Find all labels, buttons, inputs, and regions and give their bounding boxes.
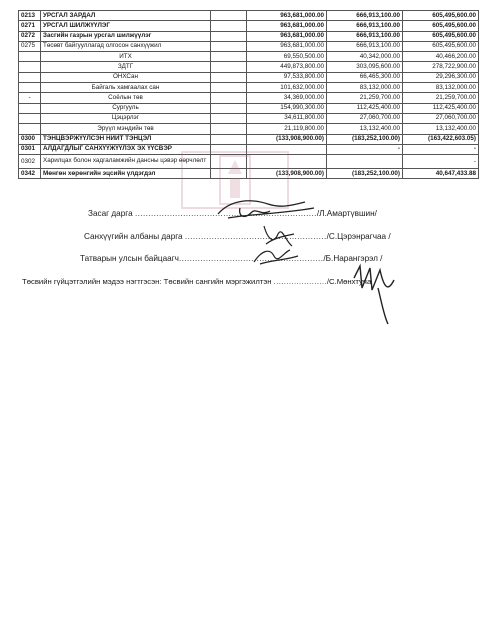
- value-col-3: 27,060,700.00: [403, 113, 479, 123]
- signature-dots: .....................................................: [184, 232, 327, 241]
- row-label: УРСГАЛ ШИЛЖҮҮЛЭГ: [41, 21, 211, 31]
- row-label: Сургууль: [41, 103, 211, 113]
- signature-name: /С.Мөнхтуяа: [326, 277, 372, 286]
- row-code: [19, 62, 41, 72]
- row-gap: [211, 134, 247, 144]
- value-col-3: 40,466,200.00: [403, 52, 479, 62]
- value-col-3: 83,132,000.00: [403, 83, 479, 93]
- value-col-1: 963,681,000.00: [247, 11, 327, 21]
- value-col-3: (163,422,603.05): [403, 134, 479, 144]
- table-row: [19, 41, 479, 51]
- table-row: [19, 21, 479, 31]
- row-label: ИТХ: [41, 52, 211, 62]
- signature-dots: .....................: [273, 277, 327, 286]
- table-row: [19, 11, 479, 21]
- value-col-3: -: [403, 155, 479, 169]
- row-code: 0302: [19, 155, 41, 169]
- row-label: АЛДАГДЛЫГ САНХҮҮЖҮҮЛЭХ ЭХ ҮҮСВЭР: [41, 144, 211, 154]
- value-col-2: 666,913,100.00: [327, 41, 403, 51]
- signature-title: Санхүүгийн албаны дарга: [84, 232, 183, 241]
- signature-title: Татварын улсын байцаагч: [80, 254, 179, 263]
- row-gap: [211, 113, 247, 123]
- value-col-3: 112,425,400.00: [403, 103, 479, 113]
- row-gap: [211, 103, 247, 113]
- row-label: Байгаль хамгаалах сан: [41, 83, 211, 93]
- value-col-1: 34,611,800.00: [247, 113, 327, 123]
- value-col-1: 449,873,800.00: [247, 62, 327, 72]
- handwritten-signature-3: [250, 244, 300, 268]
- row-gap: [211, 93, 247, 103]
- value-col-2: 27,060,700.00: [327, 113, 403, 123]
- value-col-3: 13,132,400.00: [403, 124, 479, 134]
- row-gap: [211, 11, 247, 21]
- value-col-2: (183,252,100.00): [327, 134, 403, 144]
- table-row: [19, 72, 479, 82]
- value-col-1: (133,908,900.00): [247, 169, 327, 179]
- value-col-1: 963,681,000.00: [247, 41, 327, 51]
- value-col-3: 278,722,900.00: [403, 62, 479, 72]
- table-row: [19, 52, 479, 62]
- value-col-1: 97,533,800.00: [247, 72, 327, 82]
- row-code: [19, 113, 41, 123]
- value-col-2: 83,132,000.00: [327, 83, 403, 93]
- value-col-3: 29,296,300.00: [403, 72, 479, 82]
- value-col-2: 40,342,000.00: [327, 52, 403, 62]
- row-code: 0272: [19, 31, 41, 41]
- value-col-2: 21,259,700.00: [327, 93, 403, 103]
- row-code: [19, 124, 41, 134]
- table-row: [19, 134, 479, 144]
- signature-line-3: [80, 254, 382, 263]
- row-gap: [211, 72, 247, 82]
- value-col-2: 13,132,400.00: [327, 124, 403, 134]
- table-row: [19, 103, 479, 113]
- value-col-3: 605,495,600.00: [403, 21, 479, 31]
- value-col-3: 21,259,700.00: [403, 93, 479, 103]
- row-code: [19, 103, 41, 113]
- signature-dots: ......................................................: [178, 254, 324, 263]
- value-col-1: 963,681,000.00: [247, 31, 327, 41]
- row-label: УРСГАЛ ЗАРДАЛ: [41, 11, 211, 21]
- value-col-3: 605,495,600.00: [403, 41, 479, 51]
- value-col-3: 605,495,600.00: [403, 31, 479, 41]
- signature-name: /Б.Нарангэрэл /: [323, 254, 383, 263]
- value-col-1: (133,908,900.00): [247, 134, 327, 144]
- table-row: [19, 113, 479, 123]
- value-col-1: 21,119,800.00: [247, 124, 327, 134]
- row-gap: [211, 21, 247, 31]
- row-code: 0275: [19, 41, 41, 51]
- row-label: ЗДТГ: [41, 62, 211, 72]
- value-col-2: [327, 155, 403, 169]
- value-col-2: 666,913,100.00: [327, 21, 403, 31]
- value-col-3: -: [403, 144, 479, 154]
- value-col-3: 605,495,600.00: [403, 11, 479, 21]
- row-gap: [211, 41, 247, 51]
- row-code: 0301: [19, 144, 41, 154]
- row-code: -: [19, 93, 41, 103]
- signature-name: /С.Цэрэнрагчаа /: [326, 232, 391, 241]
- handwritten-signature-4: [348, 258, 408, 328]
- value-col-1: 101,632,000.00: [247, 83, 327, 93]
- table-row: [19, 62, 479, 72]
- row-code: 0213: [19, 11, 41, 21]
- table-row: [19, 124, 479, 134]
- row-gap: [211, 62, 247, 72]
- signature-line-2: [84, 232, 391, 241]
- table-row: [19, 93, 479, 103]
- value-col-2: 303,095,600.00: [327, 62, 403, 72]
- value-col-1: 154,990,300.00: [247, 103, 327, 113]
- row-label: Төсөвт байгууллагад олгосон санхүүжил: [41, 41, 211, 51]
- row-gap: [211, 31, 247, 41]
- value-col-2: -: [327, 144, 403, 154]
- signature-title: Засаг дарга: [88, 209, 133, 218]
- row-label: Соёлын төв: [41, 93, 211, 103]
- row-code: [19, 72, 41, 82]
- signature-dots: ....................................................................: [134, 209, 317, 218]
- value-col-3: 40,647,433.88: [403, 169, 479, 179]
- row-label: Цэцэрлэг: [41, 113, 211, 123]
- value-col-2: 66,465,300.00: [327, 72, 403, 82]
- row-gap: [211, 124, 247, 134]
- row-code: 0271: [19, 21, 41, 31]
- signature-title: Төсвийн гүйцэтгэлийн мэдээ нэгтгэсэн: Төсвийн сангийн мэргэжилтэн: [22, 277, 272, 286]
- value-col-2: 666,913,100.00: [327, 11, 403, 21]
- row-code: 0300: [19, 134, 41, 144]
- row-label: Эрүүл мэндийн төв: [41, 124, 211, 134]
- row-label: ТЭНЦВЭРЖҮҮЛСЭН НИЙТ ТЭНЦЭЛ: [41, 134, 211, 144]
- table-row: [19, 83, 479, 93]
- table-row: [19, 31, 479, 41]
- row-label: Мөнгөн хөрөнгийн эцсийн үлдэгдэл: [41, 169, 211, 179]
- row-code: [19, 52, 41, 62]
- signature-name: /Л.Амартүвшин/: [316, 209, 377, 218]
- row-label: ОНХСан: [41, 72, 211, 82]
- value-col-1: 963,681,000.00: [247, 21, 327, 31]
- row-label: Харилцах болон хадгаламжийн дансны цэвэр өөрчлөлт: [41, 155, 211, 169]
- value-col-2: (183,252,100.00): [327, 169, 403, 179]
- value-col-1: 69,550,500.00: [247, 52, 327, 62]
- signature-line-4: [22, 277, 371, 286]
- row-label: Засгийн газрын урсгал шилжүүлэг: [41, 31, 211, 41]
- row-code: 0342: [19, 169, 41, 179]
- row-gap: [211, 83, 247, 93]
- value-col-2: 112,425,400.00: [327, 103, 403, 113]
- row-gap: [211, 52, 247, 62]
- value-col-2: 666,913,100.00: [327, 31, 403, 41]
- row-code: [19, 83, 41, 93]
- value-col-1: 34,369,000.00: [247, 93, 327, 103]
